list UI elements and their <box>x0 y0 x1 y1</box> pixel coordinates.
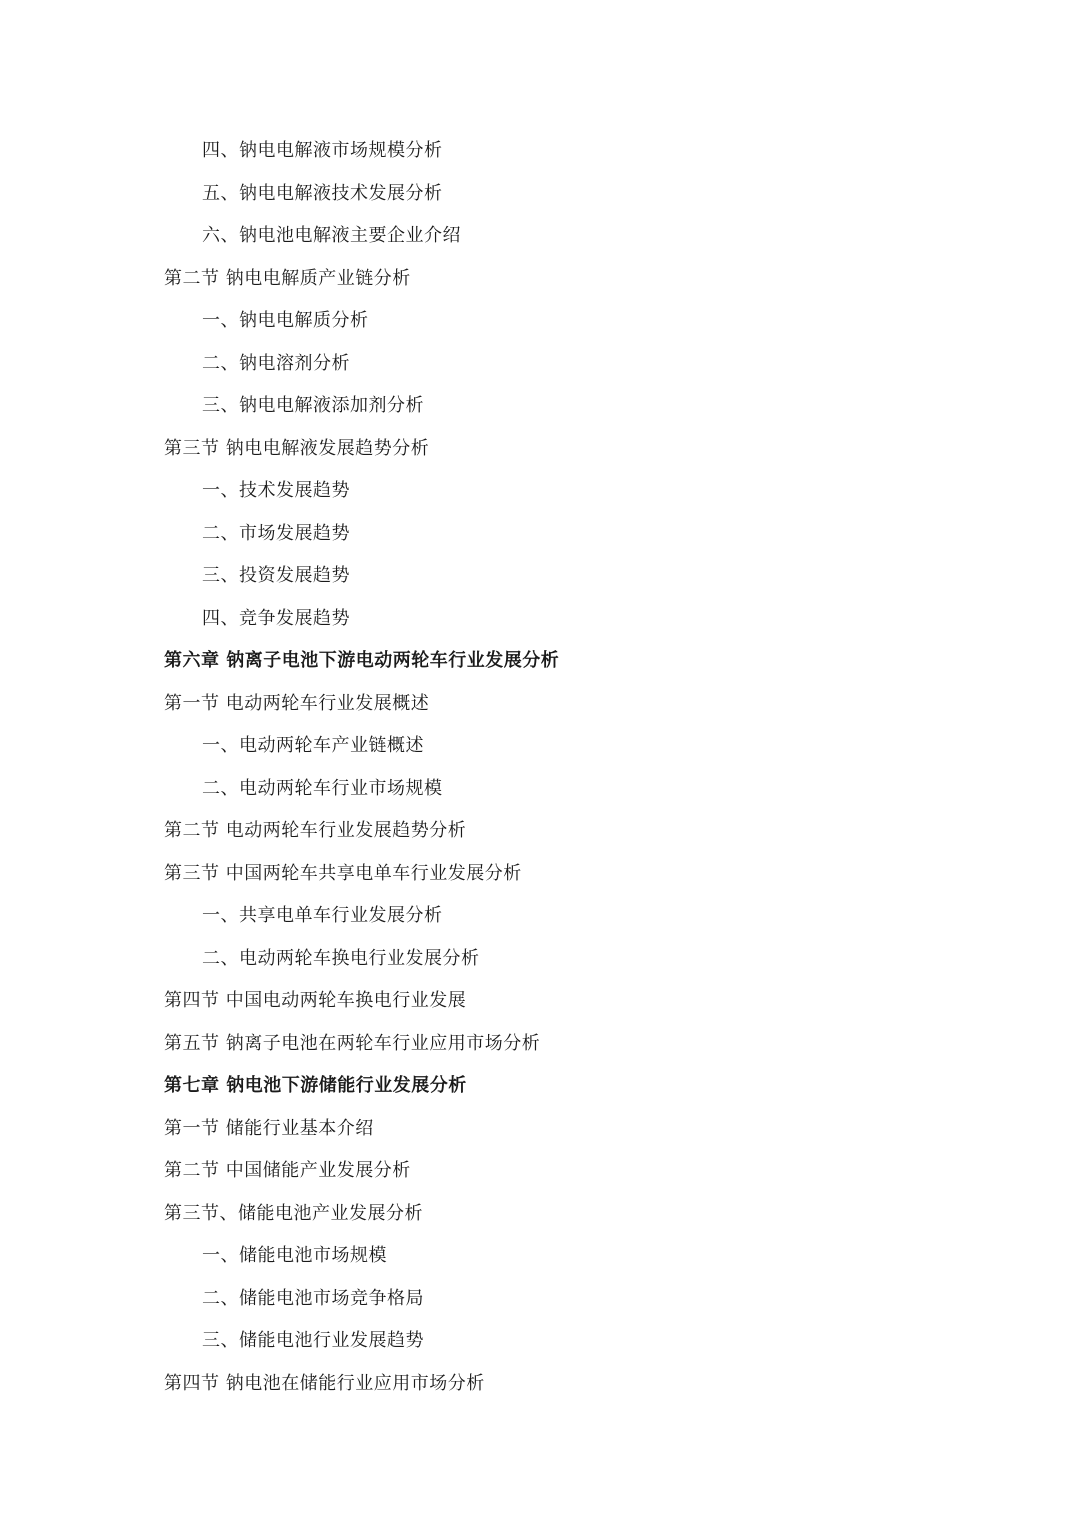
toc-item: 三、投资发展趋势 <box>202 565 350 586</box>
toc-item: 二、电动两轮车行业市场规模 <box>202 777 443 799</box>
toc-chapter: 第六章 钠离子电池下游电动两轮车行业发展分析 <box>164 650 560 671</box>
toc-chapter: 第七章 钠电池下游储能行业发展分析 <box>164 1075 467 1096</box>
toc-section: 第二节 中国储能产业发展分析 <box>164 1160 411 1181</box>
toc-item: 二、储能电池市场竞争格局 <box>202 1287 424 1309</box>
toc-item: 五、钠电电解液技术发展分析 <box>202 182 443 204</box>
toc-section: 第四节 钠电池在储能行业应用市场分析 <box>164 1372 485 1394</box>
toc-section: 第三节、储能电池产业发展分析 <box>164 1202 423 1224</box>
toc-item: 二、电动两轮车换电行业发展分析 <box>202 947 480 969</box>
toc-item: 二、钠电溶剂分析 <box>202 352 350 374</box>
toc-section: 第二节 钠电电解质产业链分析 <box>164 267 411 289</box>
toc-item: 一、电动两轮车产业链概述 <box>202 735 424 756</box>
toc-item: 四、钠电电解液市场规模分析 <box>202 140 443 161</box>
toc-section: 第一节 储能行业基本介绍 <box>164 1117 374 1139</box>
toc-section: 第三节 中国两轮车共享电单车行业发展分析 <box>164 862 522 884</box>
toc-item: 一、共享电单车行业发展分析 <box>202 905 443 926</box>
toc-section: 第三节 钠电电解液发展趋势分析 <box>164 437 430 459</box>
toc-section: 第四节 中国电动两轮车换电行业发展 <box>164 990 467 1011</box>
toc-item: 三、储能电池行业发展趋势 <box>202 1330 424 1351</box>
toc-item: 一、钠电电解质分析 <box>202 310 369 331</box>
toc-item: 三、钠电电解液添加剂分析 <box>202 395 424 416</box>
toc-item: 四、竞争发展趋势 <box>202 607 350 629</box>
toc-item: 一、技术发展趋势 <box>202 480 350 501</box>
toc-section: 第五节 钠离子电池在两轮车行业应用市场分析 <box>164 1032 541 1054</box>
toc-item: 一、储能电池市场规模 <box>202 1245 387 1266</box>
toc-section: 第一节 电动两轮车行业发展概述 <box>164 692 430 714</box>
toc-item: 六、钠电池电解液主要企业介绍 <box>202 225 461 246</box>
toc-section: 第二节 电动两轮车行业发展趋势分析 <box>164 820 467 841</box>
toc-item: 二、市场发展趋势 <box>202 522 350 544</box>
table-of-contents <box>164 130 984 1405</box>
